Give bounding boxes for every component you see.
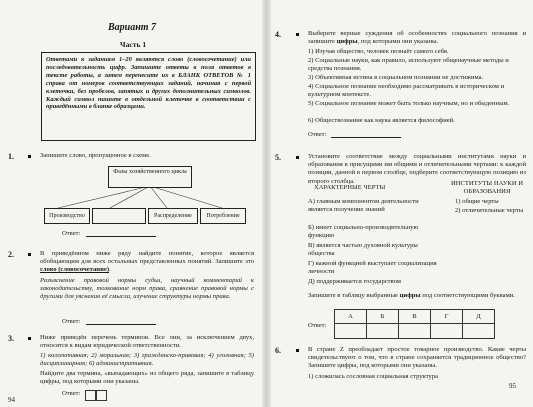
- variant-title: Вариант 7: [108, 22, 157, 33]
- question-marker: [28, 337, 31, 340]
- question-5-table-instruction: [308, 292, 526, 300]
- question-4-option: 6) Обществознание как наука является философией.: [308, 117, 455, 124]
- question-marker: [296, 156, 299, 159]
- feature-item: А) главным компонентом деятельности является получение знаний: [308, 198, 419, 214]
- diagram-box-label: Потребление: [206, 213, 240, 219]
- answer-cell[interactable]: [431, 324, 463, 339]
- question-5-number: 5.: [275, 153, 281, 162]
- answer-cells-q3[interactable]: [86, 388, 107, 406]
- question-4-option: 4) Социальное познание необходимо рассматривать в историческом и культурном контексте.: [308, 83, 505, 99]
- question-2-text-bold: слово (словосочетание): [40, 266, 110, 274]
- book-gutter: [262, 0, 271, 407]
- question-3-text: Ниже приведён перечень терминов. Все они, за исключением двух, относятся к видам юридической ответственности.: [40, 334, 254, 350]
- institution-item: 1) общие черты: [455, 198, 499, 205]
- question-2-number: 2.: [8, 250, 14, 259]
- column-title-institutions: ИНСТИТУТЫ НАУКИ И ОБРАЗОВАНИЯ: [450, 180, 523, 196]
- answer-cell[interactable]: [96, 390, 107, 401]
- question-marker: [296, 349, 299, 352]
- answer-line-q4[interactable]: [331, 137, 401, 138]
- answer-cell[interactable]: [335, 324, 367, 339]
- page-number-right: 95: [509, 382, 516, 390]
- feature-item: Б) имеет социально-производительную функцию: [308, 224, 419, 240]
- table-letter: Д: [463, 310, 495, 324]
- question-2-text: [40, 250, 254, 275]
- question-1-number: 1.: [8, 152, 14, 161]
- page-number-left: 94: [8, 396, 15, 404]
- table-letter: Г: [431, 310, 463, 324]
- question-4-option: 3) Объективная истина в социальном познании не достижима.: [308, 74, 484, 81]
- diagram-box-production: [44, 208, 90, 224]
- question-4-option: 2) Социальные науки, как правило, используют общенаучные методы и средства познания.: [308, 57, 509, 73]
- question-marker: [296, 33, 299, 36]
- answer-label-q5: Ответ:: [308, 322, 327, 329]
- question-3-instruction: Найдите два термина, «выпадающих» из общего ряда, запишите в таблицу цифры, под которыми они указаны.: [40, 370, 254, 386]
- answer-label-q4: Ответ:: [308, 131, 327, 138]
- feature-item: Г) важной функцией выступает социализация личности: [308, 260, 437, 276]
- right-page: [271, 0, 533, 407]
- question-2-text-plain: В приведённом ниже ряду найдите понятие, которое является обобщающим для всех остальных представленных понятий. Запишите это: [40, 250, 254, 266]
- question-4-number: 4.: [275, 30, 281, 39]
- question-6-option: 1) сложилась сословная социальная структура: [308, 373, 439, 380]
- question-4-text: [308, 30, 526, 46]
- feature-item: Д) поддерживается государством: [308, 278, 401, 285]
- q5-instruction-plain: Запишите в таблицу выбранные: [308, 292, 400, 299]
- diagram-box-distribution: [148, 208, 198, 224]
- diagram-box-label: Распределение: [154, 213, 192, 219]
- answer-cell[interactable]: [85, 390, 96, 401]
- q5-instruction-bold: цифры: [399, 292, 421, 299]
- question-4-text-end: , под которыми они указаны.: [357, 38, 439, 46]
- question-4-text-plain: Выберите верные суждения об особенностях социального познания и запишите: [308, 30, 526, 46]
- answer-table-q5: [334, 309, 495, 339]
- answer-cell[interactable]: [367, 324, 399, 339]
- question-4-option: 5) Социальное познание может быть только научным, но и обыденным.: [308, 100, 510, 107]
- left-page: [0, 0, 262, 407]
- diagram-box-consumption: [200, 208, 246, 224]
- table-letter: Б: [367, 310, 399, 324]
- diagram-box-missing: [92, 208, 146, 224]
- diagram-top-label: Фазы хозяйственного цикла: [113, 168, 187, 175]
- answer-line-q1[interactable]: [86, 236, 156, 237]
- question-3-number: 3.: [8, 334, 14, 343]
- table-letter: В: [399, 310, 431, 324]
- question-2-text-end: .: [109, 266, 111, 274]
- answer-cell[interactable]: [463, 324, 495, 339]
- answer-label-q2: Ответ:: [62, 318, 81, 325]
- question-4-text-bold: цифры: [336, 38, 358, 46]
- question-6-text: В стране Z преобладает простое товарное производство. Какие черты свидетельствуют о том, что в стране сохраняется традиционное общество? Запишите цифры, под которыми они указаны.: [308, 346, 526, 370]
- question-2-series: Разъяснение правовой нормы судьи, научный комментарий к законодательству, толкование норм права, сравнение правовой нормы с другими для уяснения её смысла, изучение структуры нормы права.: [40, 277, 254, 301]
- answer-line-q2[interactable]: [86, 324, 156, 325]
- answer-label-q3: Ответ:: [62, 390, 81, 397]
- question-5-text: Установите соответствие между социальными институтами науки и образования в присущими им общими и отличительными чертами: к каждой позиции, данной в первом столбце, подберите соответствующую позицию из второго столбца.: [308, 153, 526, 185]
- answer-cell[interactable]: [399, 324, 431, 339]
- q5-instruction-end: под соответствующими буквами.: [420, 292, 515, 299]
- question-6-number: 6.: [275, 346, 281, 355]
- question-1-text: Запишите слово, пропущенное в схеме.: [40, 152, 151, 159]
- diagram-top-box: [108, 166, 192, 188]
- feature-item: В) является частью духовной культуры общества: [308, 242, 418, 258]
- question-marker: [28, 253, 31, 256]
- column-title-features: ХАРАКТЕРНЫЕ ЧЕРТЫ: [314, 184, 386, 191]
- question-3-terms: 1) коллективная; 2) моральная; 3) гражданско-правовая; 4) уголовная; 5) дисциплинарная; 6) административная.: [40, 352, 254, 368]
- part-title: Часть 1: [120, 40, 147, 49]
- instructions-box: [41, 52, 256, 141]
- question-4-option: 1) Изучая общество, человек познаёт самого себя.: [308, 48, 449, 55]
- question-marker: [28, 155, 31, 158]
- table-letter: А: [335, 310, 367, 324]
- instructions-text: Ответами к заданиям 1–20 являются слово (словосочетание) или последовательность цифр. Запишите ответы в поля ответов в тексте работы, а затем перенесите их в БЛАНК ОТВЕТОВ № 1 справа от номеров соответствующих заданий, начиная с первой клеточки, без пробелов, запятых и других дополнительных символов. Каждый символ пишите в отдельной клеточке в соответствии с приведёнными в бланке образцами.: [46, 56, 251, 111]
- diagram-box-label: Производство: [49, 213, 85, 219]
- institution-item: 2) отличительные черты: [455, 207, 524, 214]
- answer-label-q1: Ответ:: [62, 230, 81, 237]
